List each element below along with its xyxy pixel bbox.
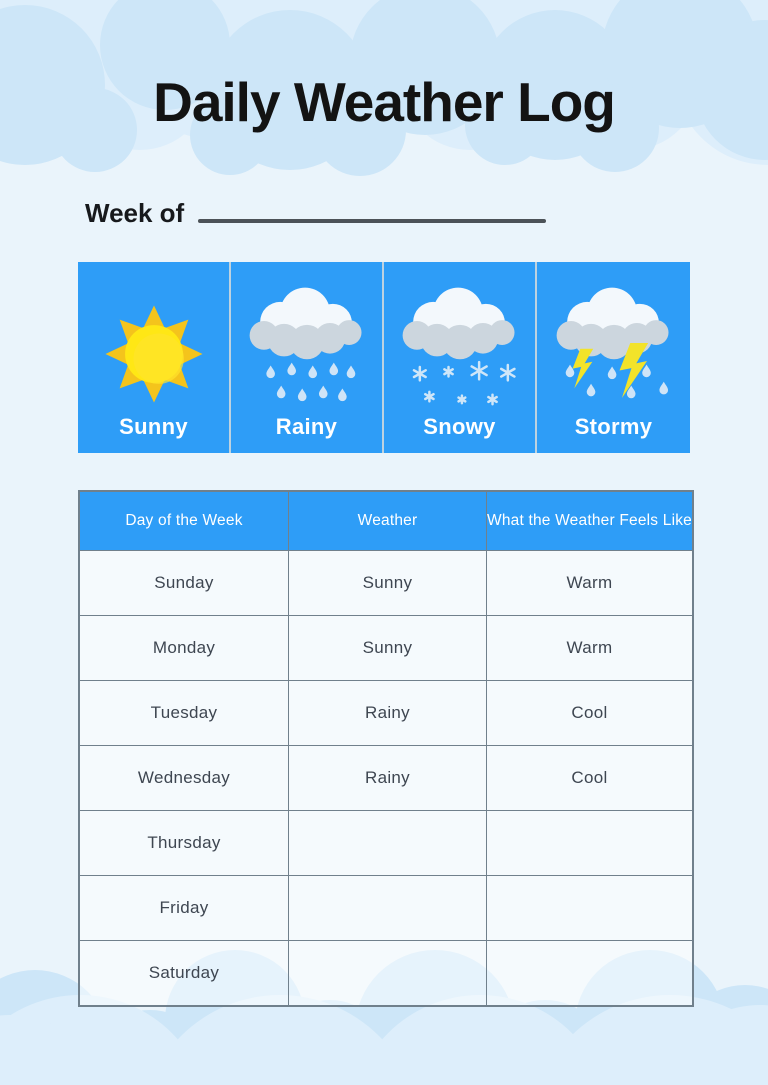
day-cell: Tuesday (80, 681, 289, 746)
legend-label: Stormy (574, 414, 653, 439)
weather-cell[interactable] (289, 811, 487, 876)
weather-table (78, 490, 694, 1007)
weather-cell[interactable]: Rainy (289, 681, 487, 746)
weather-cell[interactable]: Sunny (289, 551, 487, 616)
day-cell: Thursday (80, 811, 289, 876)
feels-cell[interactable]: Cool (487, 746, 692, 811)
legend-card-stormy (537, 262, 690, 453)
table-row (80, 681, 692, 746)
day-cell: Saturday (80, 941, 289, 1005)
week-of-label: Week of (85, 198, 185, 228)
week-of-blank-line[interactable] (198, 219, 546, 223)
legend-label: Sunny (119, 414, 188, 439)
day-cell: Monday (80, 616, 289, 681)
column-header-weather: Weather (289, 492, 487, 551)
weather-legend (78, 262, 690, 453)
day-cell: Friday (80, 876, 289, 941)
table-row (80, 746, 692, 811)
column-header-day: Day of the Week (80, 492, 289, 551)
feels-cell[interactable] (487, 811, 692, 876)
table-body (80, 551, 692, 1005)
column-header-feels: What the Weather Feels Like (487, 492, 692, 551)
day-cell: Wednesday (80, 746, 289, 811)
table-row (80, 616, 692, 681)
feels-cell[interactable]: Cool (487, 681, 692, 746)
weather-cell[interactable] (289, 941, 487, 1005)
legend-card-snowy (384, 262, 537, 453)
weather-cell[interactable]: Rainy (289, 746, 487, 811)
rain-cloud-icon (240, 278, 374, 410)
table-row (80, 551, 692, 616)
storm-cloud-icon (547, 278, 681, 410)
week-of-field (85, 198, 546, 229)
feels-cell[interactable] (487, 941, 692, 1005)
snow-cloud-icon (393, 278, 527, 410)
legend-label: Snowy (423, 414, 496, 439)
sun-icon (98, 298, 210, 410)
legend-label: Rainy (275, 414, 338, 439)
table-row (80, 941, 692, 1005)
table-header-row (80, 492, 692, 551)
table-row (80, 876, 692, 941)
legend-card-rainy (231, 262, 384, 453)
legend-card-sunny (78, 262, 231, 453)
weather-cell[interactable]: Sunny (289, 616, 487, 681)
feels-cell[interactable]: Warm (487, 551, 692, 616)
table-row (80, 811, 692, 876)
weather-cell[interactable] (289, 876, 487, 941)
feels-cell[interactable] (487, 876, 692, 941)
page-title: Daily Weather Log (153, 71, 615, 133)
feels-cell[interactable]: Warm (487, 616, 692, 681)
day-cell: Sunday (80, 551, 289, 616)
